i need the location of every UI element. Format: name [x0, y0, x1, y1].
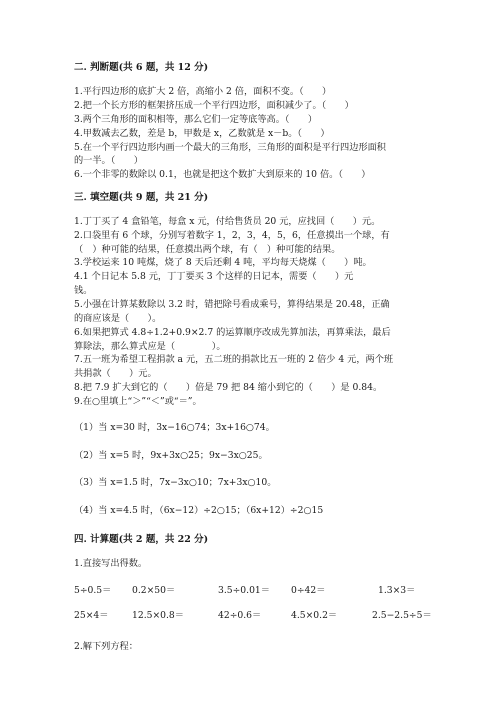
calc-cell: 5÷0.5＝ [74, 585, 112, 596]
judge-item-6: 6.一个非零的数除以 0.1，也就是把这个数扩大到原来的 10 倍。（ ） [74, 169, 371, 180]
judge-item-3: 3.两个三角形的面积相等，那么它们一定等底等高。（ ） [74, 114, 318, 125]
fill-item-4: 4.1 个日记本 5.8 元，丁丁要买 3 个这样的日记本，需要（ ）元 [74, 271, 354, 282]
fill-item-1: 1.丁丁买了 4 盒铅笔，每盒 x 元，付给售货员 20 元，应找回（ ）元。 [74, 216, 381, 227]
compare-item-4: （4）当 x=4.5 时，（6x−12）÷2○15；（6x+12）÷2○15 [74, 505, 324, 516]
calc-cell: 1.3×3＝ [378, 585, 416, 596]
judge-item-5-cont: 的一半。（ ） [74, 155, 143, 166]
calc-cell: 2.5−2.5÷5＝ [372, 610, 432, 621]
fill-item-7-cont: 共捐款（ ）元。 [74, 368, 157, 379]
section-4-title: 四. 计算题(共 2 题，共 22 分) [74, 534, 209, 545]
fill-item-6: 6.如果把算式 4.8÷1.2+0.9×2.7 的运算顺序改成先算加法，再算乘法，最后 [74, 327, 391, 338]
fill-item-5-cont: 的商应该是（ ）。 [74, 313, 162, 324]
calc-cell: 42÷0.6＝ [218, 610, 262, 621]
fill-item-4-cont: 钱。 [74, 285, 93, 296]
fill-item-5: 5.小强在计算某数除以 3.2 时，错把除号看成乘号，算得结果是 20.48，正确 [74, 299, 390, 310]
judge-item-5: 5.在一个平行四边形内画一个最大的三角形，三角形的面积是平行四边形面积 [74, 142, 386, 153]
calc-cell: 12.5×0.8＝ [132, 610, 184, 621]
section-2-title: 二. 判断题(共 6 题，共 12 分) [74, 62, 209, 73]
calc-cell: 0÷42＝ [291, 585, 326, 596]
fill-item-3: 3.学校运来 10 吨煤，烧了 8 天后还剩 4 吨，平均每天烧煤（ ）吨。 [74, 257, 372, 268]
calc-cell: 3.5÷0.01＝ [218, 585, 270, 596]
fill-item-7: 7.五一班为希望工程捐款 a 元，五二班的捐款比五一班的 2 倍少 4 元，两个班 [74, 354, 394, 365]
calc-question-1: 1.直接写出得数。 [74, 558, 148, 569]
compare-item-2: （2）当 x=5 时，9x+3x○25；9x−3x○25。 [74, 450, 268, 461]
compare-item-3: （3）当 x=1.5 时，7x−3x○10；7x+3x○10。 [74, 477, 277, 488]
compare-item-1: （1）当 x=30 时，3x−16○74；3x+16○74。 [74, 422, 275, 433]
calc-cell: 4.5×0.2＝ [291, 610, 338, 621]
calc-question-2: 2.解下列方程： [74, 641, 138, 652]
judge-item-1: 1.平行四边形的底扩大 2 倍，高缩小 2 倍，面积不变。（ ） [74, 86, 332, 97]
fill-item-9: 9.在○里填上“＞”“＜”或“＝”。 [74, 396, 202, 407]
fill-item-8: 8.把 7.9 扩大到它的（ ）倍是 79 把 84 缩小到它的（ ）是 0.84。 [74, 382, 383, 393]
fill-item-2-cont: （ ）种可能的结果，任意摸出两个球，有（ ）种可能的结果。 [74, 244, 341, 255]
judge-item-2: 2.把一个长方形的框架挤压成一个平行四边形，面积减少了。（ ） [74, 100, 354, 111]
fill-item-2: 2.口袋里有 6 个球，分别写着数字 1，2，3，4，5，6，任意摸出一个球，有 [74, 230, 390, 241]
fill-item-6-cont: 算除法，那么算式应是（ ）。 [74, 341, 226, 352]
calc-cell: 25×4＝ [74, 610, 109, 621]
calc-cell: 0.2×50＝ [132, 585, 176, 596]
section-3-title: 三. 填空题(共 9 题，共 21 分) [74, 192, 209, 203]
judge-item-4: 4.甲数减去乙数，差是 b，甲数是 x，乙数就是 x－b。（ ） [74, 128, 330, 139]
